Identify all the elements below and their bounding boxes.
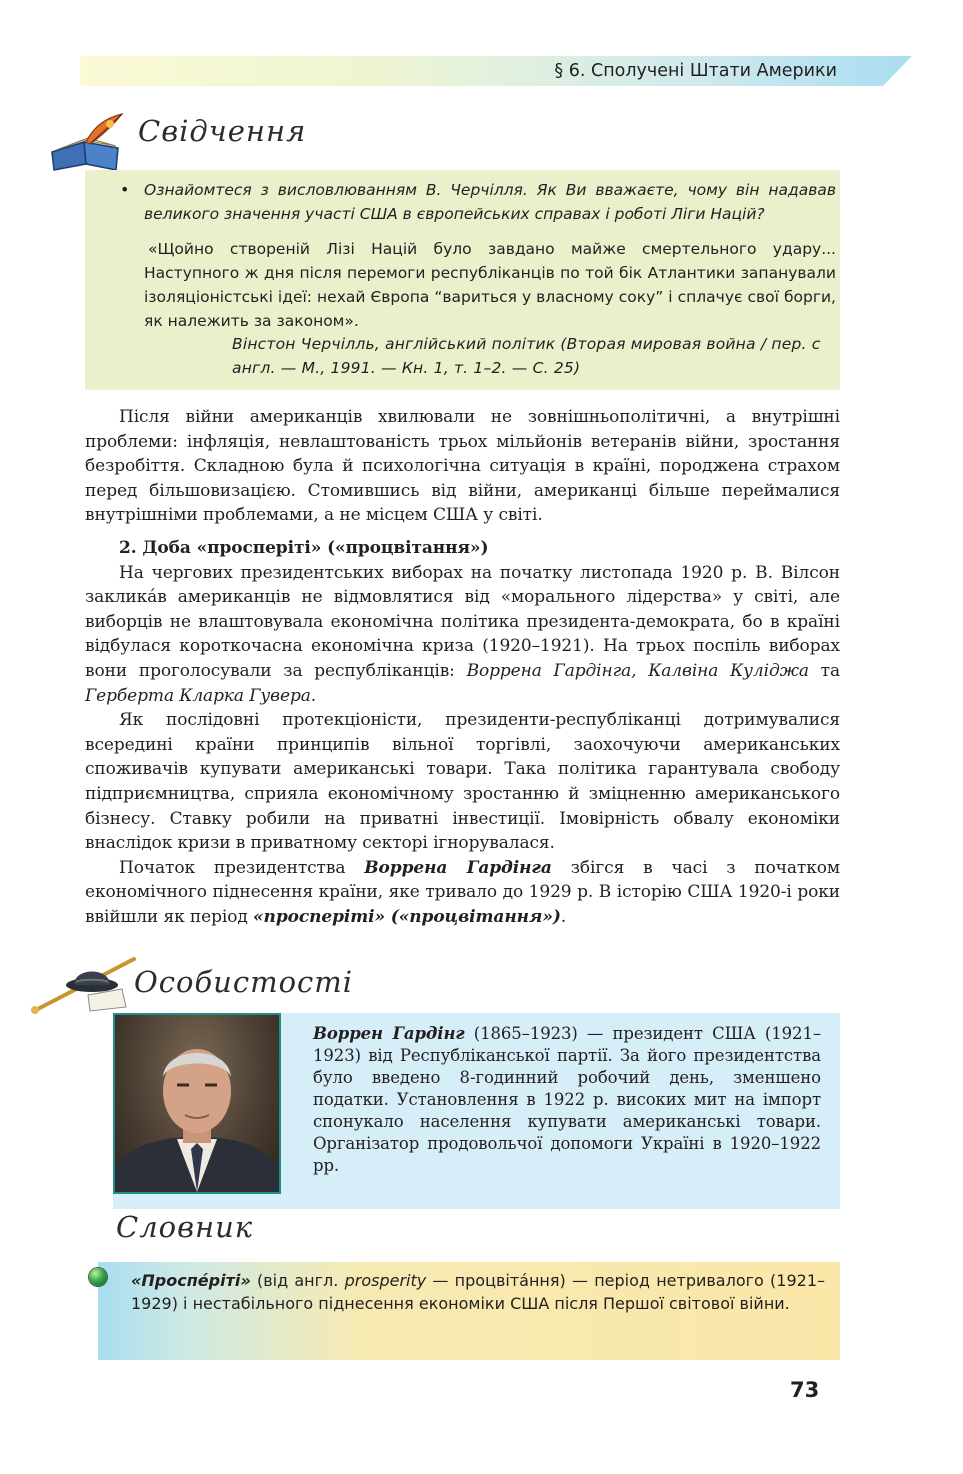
harding-portrait bbox=[113, 1013, 281, 1194]
paragraph-postwar: Після війни американців хвилювали не зовнішньополітичні, а внутрішні проблеми: інфляція, невлаштованість трьох мільйонів ветеранів війни, зростання безробіття. Складною була й психологічна ситуація в країні, породжена страхом перед більшовизацією. Стомившись від війни, американці більше переймалися внутрішніми проблемами, а не місцем США у світі. bbox=[85, 407, 840, 526]
evidence-heading: Свідчення bbox=[138, 114, 307, 148]
presidents-names-2: Герберта Кларка Гувера bbox=[85, 685, 311, 706]
prosperity-term-bold: «просперіті» («процвітання») bbox=[253, 906, 561, 927]
page-number: 73 bbox=[790, 1378, 820, 1402]
body-text bbox=[85, 405, 840, 929]
green-bullet-icon bbox=[89, 1268, 107, 1286]
glossary-term: «Проспéріті» bbox=[131, 1271, 251, 1290]
glossary-entry: «Проспéріті» (від англ. prosperity — процвітáння) — період нетривалого (1921–1929) і нестабільного піднесення економіки США після Першої світової війни. bbox=[131, 1271, 826, 1313]
section-title: 2. Доба «просперіті» («процвітання») bbox=[119, 537, 489, 558]
presidents-names-1: Воррена Гардінга, Калвіна Куліджа bbox=[466, 660, 809, 681]
harding-name-bold: Воррена Гардінга bbox=[364, 857, 552, 878]
harding-bio: Воррен Гардінг (1865–1923) — президент США (1921–1923) від Республіканської партії. За його президентства було введено 8-годинний робочий день, зменшено податки. Установлення в 1922 р. високих мит на імпорт спонукало населення купувати американські товари. Організатор продовольчої допомоги Україні в 1920–1922 рр. bbox=[313, 1024, 821, 1175]
persons-heading: Особистості bbox=[134, 965, 354, 999]
paragraph-protectionism: Як послідовні протекціоністи, президенти-республіканці дотримувалися всередині країни принципів вільної торгівлі, заохочуючи американських споживачів купувати американські товари. Така політика гарантувала свободу підприємництва, сприяла економічному зростанню й зміцненню американського бізнесу. Ставку робили на приватні інвестиції. Імовірність обвалу економіки внаслідок кризи в приватному секторі ігнорувалася. bbox=[85, 710, 840, 854]
glossary-english-word: prosperity bbox=[344, 1271, 427, 1290]
paragraph-elections: На чергових президентських виборах на початку листопада 1920 р. В. Вілсон закликáв американців не відмовлятися від «морального лідерства» у світі, але виборців не влаштовувала економічна політика президента-демократа, бо в країні відбулася короткочасна економічна криза (1920–1921). На трьох поспіль виборах вони проголосували за республіканців: Воррена Гардінга, Калвіна Куліджа та Герберта Кларка Гувера. bbox=[85, 562, 841, 706]
quote-source: Вінстон Черчілль, англійський політик (Вторая мировая война / пер. с англ. — М., 1991. — Кн. 1, т. 1–2. — С. 25) bbox=[232, 335, 821, 377]
book-quill-icon bbox=[48, 112, 128, 172]
harding-bio-name: Воррен Гардінг bbox=[313, 1024, 465, 1043]
evidence-bullet: • bbox=[120, 180, 130, 199]
paragraph-prosperity: Початок президентства Воррена Гардінга збігся в часі з початком економічного піднесення країни, яке тривало до 1929 р. В історію США 1920-і роки ввійшли як період «просперіті» («процвітання»). bbox=[85, 857, 841, 927]
evidence-question: Ознайомтеся з висловлюванням В. Черчілля. Як Ви вважаєте, чому він надавав великого значення участі США в європейських справах і роботі Ліги Націй? bbox=[144, 181, 836, 223]
running-header: § 6. Сполучені Штати Америки bbox=[554, 61, 837, 81]
bowler-hat-cane-icon bbox=[30, 955, 138, 1015]
glossary-heading: Словник bbox=[116, 1210, 254, 1244]
churchill-quote: «Щойно створеній Лізі Націй було завдано майже смертельного удару... Наступного ж дня після перемоги республіканців по той бік Атлантики запанували ізоляціоністські ідеї: нехай Європа “вариться у власному соку” і сплачує свої борги, як належить за законом». bbox=[144, 240, 836, 330]
